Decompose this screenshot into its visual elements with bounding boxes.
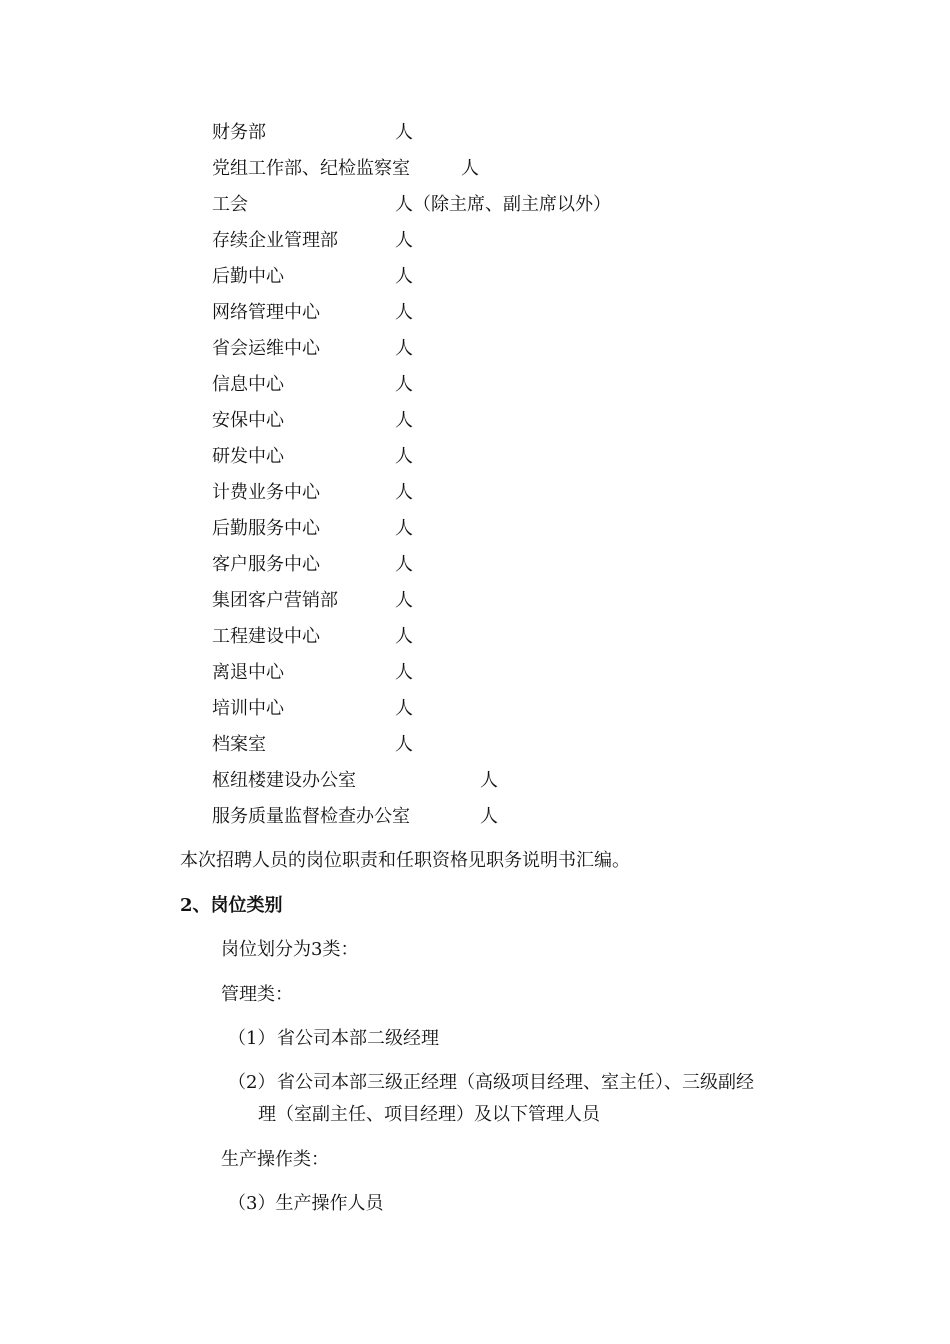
department-name: 网络管理中心 <box>212 302 320 323</box>
department-name: 档案室 <box>212 734 266 755</box>
category-label-production: 生产操作类： <box>221 1149 329 1170</box>
list-item-text: 省公司本部二级经理 <box>277 1028 439 1049</box>
department-count: 人 <box>395 302 413 323</box>
department-name: 工程建设中心 <box>212 626 320 647</box>
department-name: 省会运维中心 <box>212 338 320 359</box>
department-count: 人 <box>395 410 413 431</box>
section-heading: 2、岗位类别 <box>180 895 283 916</box>
department-count: 人 <box>480 770 498 791</box>
department-name: 后勤服务中心 <box>212 518 320 539</box>
department-name: 服务质量监督检查办公室 <box>212 806 410 827</box>
department-count: 人 <box>395 482 413 503</box>
department-name: 培训中心 <box>212 698 284 719</box>
department-name: 计费业务中心 <box>212 482 320 503</box>
section-intro: 岗位划分为3类： <box>221 939 359 960</box>
department-name: 财务部 <box>212 122 266 143</box>
department-count: 人 <box>395 590 413 611</box>
department-name: 集团客户营销部 <box>212 590 338 611</box>
list-item-text: 省公司本部三级正经理（高级项目经理、室主任）、三级副经 <box>277 1072 754 1093</box>
department-count: 人 <box>395 554 413 575</box>
department-count: 人（除主席、副主席以外） <box>395 194 611 215</box>
department-name: 离退中心 <box>212 662 284 683</box>
department-count: 人 <box>395 338 413 359</box>
department-name: 工会 <box>212 194 248 215</box>
department-name: 后勤中心 <box>212 266 284 287</box>
department-count: 人 <box>395 698 413 719</box>
list-item-number: （2） <box>228 1072 276 1093</box>
department-name: 存续企业管理部 <box>212 230 338 251</box>
department-count: 人 <box>395 626 413 647</box>
department-count: 人 <box>395 518 413 539</box>
department-count: 人 <box>395 662 413 683</box>
department-name: 客户服务中心 <box>212 554 320 575</box>
category-label-management: 管理类： <box>221 984 293 1005</box>
list-item-number: （1） <box>228 1028 276 1049</box>
department-name: 党组工作部、纪检监察室 <box>212 158 410 179</box>
department-name: 信息中心 <box>212 374 284 395</box>
department-name: 研发中心 <box>212 446 284 467</box>
list-item-text-continued: 理（室副主任、项目经理）及以下管理人员 <box>258 1104 600 1125</box>
department-count: 人 <box>395 734 413 755</box>
department-name: 枢纽楼建设办公室 <box>212 770 356 791</box>
note-paragraph: 本次招聘人员的岗位职责和任职资格见职务说明书汇编。 <box>180 850 630 871</box>
department-count: 人 <box>395 374 413 395</box>
list-item-text: （3）生产操作人员 <box>228 1193 384 1214</box>
department-name: 安保中心 <box>212 410 284 431</box>
department-count: 人 <box>395 122 413 143</box>
department-count: 人 <box>395 230 413 251</box>
department-count: 人 <box>480 806 498 827</box>
department-count: 人 <box>395 266 413 287</box>
department-count: 人 <box>461 158 479 179</box>
department-count: 人 <box>395 446 413 467</box>
